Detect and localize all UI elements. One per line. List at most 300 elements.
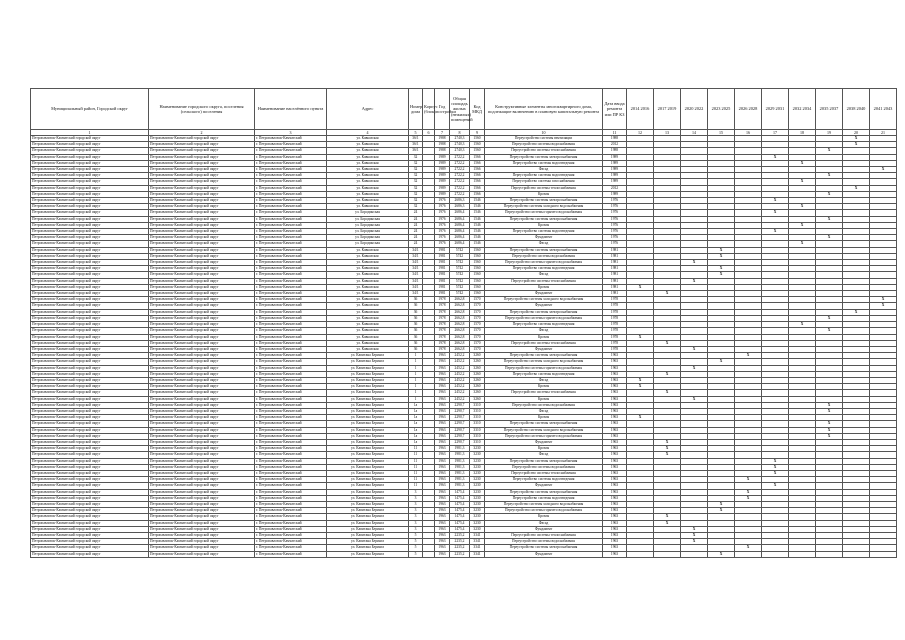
area-cell: 5742 xyxy=(450,266,470,272)
code-cell: 1546 xyxy=(470,198,485,204)
settlement-cell: Петропавловск-Камчатский городской округ xyxy=(149,427,255,433)
code-cell: 3230 xyxy=(470,464,485,470)
settlement-cell: Петропавловск-Камчатский городской округ xyxy=(149,514,255,520)
code-cell: 1566 xyxy=(470,185,485,191)
house-cell: 32 xyxy=(409,191,423,197)
code-cell: 1546 xyxy=(470,241,485,247)
district-cell: Петропавловск-Камчатский городской округ xyxy=(31,278,149,284)
year-cell: 1963 xyxy=(435,470,450,476)
street-cell: ул. Кавказская xyxy=(327,173,409,179)
year-cell: 1988 xyxy=(435,142,450,148)
year-cell: 1981 xyxy=(435,260,450,266)
district-cell: Петропавловск-Камчатский городской округ xyxy=(31,328,149,334)
street-cell: ул. Кавказская xyxy=(327,204,409,210)
code-cell: 1560 xyxy=(470,253,485,259)
city-cell: г. Петропавловск-Камчатский xyxy=(255,533,327,539)
element-cell: Переустройство системы электроснабжения xyxy=(485,421,603,427)
year-cell: 1963 xyxy=(435,421,450,427)
period-cell: X xyxy=(681,278,708,284)
street-cell: ул. Капитана Беринга xyxy=(327,458,409,464)
code-cell: 3260 xyxy=(470,384,485,390)
year-cell: 1978 xyxy=(435,297,450,303)
date-cell: 1963 xyxy=(603,489,627,495)
area-cell: 2452,2 xyxy=(450,390,470,396)
settlement-cell: Петропавловск-Камчатский городской округ xyxy=(149,390,255,396)
code-cell: 3260 xyxy=(470,371,485,377)
code-cell: 3310 xyxy=(470,439,485,445)
settlement-cell: Петропавловск-Камчатский городской округ xyxy=(149,328,255,334)
street-cell: ул. Капитана Беринга xyxy=(327,452,409,458)
area-cell: 2686,4 xyxy=(450,241,470,247)
element-cell: Фасад xyxy=(485,167,603,173)
house-cell: 24 xyxy=(409,222,423,228)
period-cell: X xyxy=(870,303,897,309)
period-cell: X xyxy=(708,508,735,514)
year-cell: 1963 xyxy=(435,514,450,520)
city-cell: г. Петропавловск-Камчатский xyxy=(255,446,327,452)
area-cell: 2235,2 xyxy=(450,551,470,557)
element-cell: Переустройство системы водоотведения xyxy=(485,229,603,235)
street-cell: ул. Капитана Беринга xyxy=(327,495,409,501)
city-cell: г. Петропавловск-Камчатский xyxy=(255,266,327,272)
city-cell: г. Петропавловск-Камчатский xyxy=(255,154,327,160)
element-cell: Фундамент xyxy=(485,526,603,532)
house-cell: 34/1 xyxy=(409,291,423,297)
area-cell: 2235,2 xyxy=(450,533,470,539)
street-cell: ул. Кавказская xyxy=(327,334,409,340)
element-cell: Переустройство системы электроснабжения xyxy=(485,309,603,315)
area-cell: 1981,3 xyxy=(450,477,470,483)
street-cell: ул. Капитана Беринга xyxy=(327,390,409,396)
area-cell: 2686,3 xyxy=(450,204,470,210)
street-cell: ул. Капитана Беринга xyxy=(327,508,409,514)
date-cell: 1981 xyxy=(603,284,627,290)
date-cell: 1963 xyxy=(603,402,627,408)
period-cell xyxy=(816,551,843,557)
settlement-cell: Петропавловск-Камчатский городской округ xyxy=(149,322,255,328)
house-cell: 1а xyxy=(409,408,423,414)
district-cell: Петропавловск-Камчатский городской округ xyxy=(31,501,149,507)
year-cell: 1963 xyxy=(435,415,450,421)
element-cell: Кровля xyxy=(485,284,603,290)
city-cell: г. Петропавловск-Камчатский xyxy=(255,291,327,297)
settlement-cell: Петропавловск-Камчатский городской округ xyxy=(149,260,255,266)
street-cell: ул. Кавказская xyxy=(327,142,409,148)
house-cell: 32 xyxy=(409,154,423,160)
date-cell: 1978 xyxy=(603,297,627,303)
street-cell: ул. Капитана Беринга xyxy=(327,545,409,551)
street-cell: ул. Капитана Беринга xyxy=(327,384,409,390)
date-cell: 2012 xyxy=(603,185,627,191)
column-header: Конструктивные элементы многоквартирного дома, подлежащие включению в плановую капитальную ремонта xyxy=(485,89,603,130)
element-cell: Фасад xyxy=(485,328,603,334)
area-cell: 2686,4 xyxy=(450,229,470,235)
year-cell: 1963 xyxy=(435,377,450,383)
period-cell: X xyxy=(816,173,843,179)
date-cell: 1988 xyxy=(603,148,627,154)
period-cell: X xyxy=(708,359,735,365)
column-number: 17 xyxy=(762,130,789,136)
city-cell: г. Петропавловск-Камчатский xyxy=(255,514,327,520)
element-cell: Переустройство системы теплоснабжения xyxy=(485,533,603,539)
settlement-cell: Петропавловск-Камчатский городской округ xyxy=(149,452,255,458)
district-cell: Петропавловск-Камчатский городской округ xyxy=(31,396,149,402)
date-cell: 1963 xyxy=(603,539,627,545)
street-cell: ул. Капитана Беринга xyxy=(327,433,409,439)
period-cell: X xyxy=(816,191,843,197)
settlement-cell: Петропавловск-Камчатский городской округ xyxy=(149,384,255,390)
district-cell: Петропавловск-Камчатский городской округ xyxy=(31,160,149,166)
house-cell: 1а xyxy=(409,427,423,433)
date-cell: 1963 xyxy=(603,508,627,514)
element-cell: Переустройство системы горячего водоснабжения xyxy=(485,315,603,321)
city-cell: г. Петропавловск-Камчатский xyxy=(255,167,327,173)
city-cell: г. Петропавловск-Камчатский xyxy=(255,247,327,253)
element-cell: Переустройство системы водоснабжения xyxy=(485,402,603,408)
street-cell: ул. Кавказская xyxy=(327,322,409,328)
date-cell: 1978 xyxy=(603,328,627,334)
period-cell: X xyxy=(735,545,762,551)
city-cell: г. Петропавловск-Камчатский xyxy=(255,458,327,464)
date-cell: 1981 xyxy=(603,266,627,272)
period-cell xyxy=(789,551,816,557)
date-cell: 1963 xyxy=(603,526,627,532)
house-cell: 36 xyxy=(409,340,423,346)
element-cell: Переустройство системы водоснабжения xyxy=(485,253,603,259)
column-number: 9 xyxy=(470,130,485,136)
settlement-cell: Петропавловск-Камчатский городской округ xyxy=(149,340,255,346)
period-cell: X xyxy=(708,247,735,253)
column-number: 13 xyxy=(654,130,681,136)
house-cell: 32 xyxy=(409,185,423,191)
street-cell: ул. Бородинская xyxy=(327,241,409,247)
year-cell: 1963 xyxy=(435,526,450,532)
column-header: Дата ввода ремонта или ПР КЗ xyxy=(603,89,627,130)
period-cell: X xyxy=(681,526,708,532)
city-cell: г. Петропавловск-Камчатский xyxy=(255,222,327,228)
district-cell: Петропавловск-Камчатский городской округ xyxy=(31,421,149,427)
date-cell: 1963 xyxy=(603,514,627,520)
street-cell: ул. Кавказская xyxy=(327,253,409,259)
city-cell: г. Петропавловск-Камчатский xyxy=(255,421,327,427)
date-cell: 1981 xyxy=(603,247,627,253)
district-cell: Петропавловск-Камчатский городской округ xyxy=(31,365,149,371)
district-cell: Петропавловск-Камчатский городской округ xyxy=(31,446,149,452)
district-cell: Петропавловск-Камчатский городской округ xyxy=(31,340,149,346)
settlement-cell: Петропавловск-Камчатский городской округ xyxy=(149,216,255,222)
period-cell: X xyxy=(708,551,735,557)
city-cell: г. Петропавловск-Камчатский xyxy=(255,315,327,321)
area-cell: 2452,2 xyxy=(450,371,470,377)
date-cell: 1963 xyxy=(603,353,627,359)
settlement-cell: Петропавловск-Камчатский городской округ xyxy=(149,433,255,439)
house-cell: 32 xyxy=(409,198,423,204)
date-cell: 1976 xyxy=(603,229,627,235)
date-cell: 1981 xyxy=(603,260,627,266)
city-cell: г. Петропавловск-Камчатский xyxy=(255,328,327,334)
street-cell: ул. Капитана Беринга xyxy=(327,408,409,414)
period-cell: X xyxy=(789,241,816,247)
year-cell: 1989 xyxy=(435,179,450,185)
city-cell: г. Петропавловск-Камчатский xyxy=(255,495,327,501)
element-cell: Переустройство системы холодного водоснабжения xyxy=(485,501,603,507)
element-cell: Переустройство системы водоотведения xyxy=(485,160,603,166)
date-cell: 1963 xyxy=(603,433,627,439)
area-cell: 2235,2 xyxy=(450,539,470,545)
date-cell: 1976 xyxy=(603,198,627,204)
code-cell: 1560 xyxy=(470,142,485,148)
code-cell: 1570 xyxy=(470,303,485,309)
district-cell: Петропавловск-Камчатский городской округ xyxy=(31,303,149,309)
date-cell: 1963 xyxy=(603,533,627,539)
date-cell: 1963 xyxy=(603,458,627,464)
year-cell: 1981 xyxy=(435,272,450,278)
column-number: 7 xyxy=(435,130,450,136)
settlement-cell: Петропавловск-Камчатский городской округ xyxy=(149,160,255,166)
code-cell: 3230 xyxy=(470,452,485,458)
element-cell: Переустройство системы электроснабжения xyxy=(485,247,603,253)
settlement-cell: Петропавловск-Камчатский городской округ xyxy=(149,464,255,470)
column-number: 21 xyxy=(870,130,897,136)
city-cell: г. Петропавловск-Камчатский xyxy=(255,489,327,495)
element-cell: Кровля xyxy=(485,222,603,228)
city-cell: г. Петропавловск-Камчатский xyxy=(255,148,327,154)
area-cell: 2662,8 xyxy=(450,340,470,346)
settlement-cell: Петропавловск-Камчатский городской округ xyxy=(149,415,255,421)
period-cell: X xyxy=(762,464,789,470)
code-cell: 3341 xyxy=(470,539,485,545)
area-cell: 2662,8 xyxy=(450,309,470,315)
settlement-cell: Петропавловск-Камчатский городской округ xyxy=(149,508,255,514)
area-cell: 2722,2 xyxy=(450,185,470,191)
year-cell: 1976 xyxy=(435,222,450,228)
settlement-cell: Петропавловск-Камчатский городской округ xyxy=(149,495,255,501)
code-cell: 3230 xyxy=(470,520,485,526)
city-cell: г. Петропавловск-Камчатский xyxy=(255,470,327,476)
city-cell: г. Петропавловск-Камчатский xyxy=(255,260,327,266)
year-cell: 1963 xyxy=(435,489,450,495)
year-cell: 1963 xyxy=(435,458,450,464)
period-cell: X xyxy=(762,458,789,464)
code-cell: 1560 xyxy=(470,278,485,284)
element-cell: Переустройство системы холодного водоснабжения xyxy=(485,359,603,365)
street-cell: ул. Кавказская xyxy=(327,185,409,191)
area-cell: 2662,8 xyxy=(450,303,470,309)
year-cell: 1963 xyxy=(435,402,450,408)
settlement-cell: Петропавловск-Камчатский городской округ xyxy=(149,204,255,210)
period-cell: X xyxy=(762,483,789,489)
city-cell: г. Петропавловск-Камчатский xyxy=(255,439,327,445)
city-cell: г. Петропавловск-Камчатский xyxy=(255,136,327,142)
code-cell: 3341 xyxy=(470,551,485,557)
year-cell: 1963 xyxy=(435,508,450,514)
district-cell: Петропавловск-Камчатский городской округ xyxy=(31,148,149,154)
settlement-cell: Петропавловск-Камчатский городской округ xyxy=(149,309,255,315)
element-cell: Фасад xyxy=(485,272,603,278)
area-cell: 2290,7 xyxy=(450,427,470,433)
settlement-cell: Петропавловск-Камчатский городской округ xyxy=(149,439,255,445)
settlement-cell: Петропавловск-Камчатский городской округ xyxy=(149,173,255,179)
district-cell: Петропавловск-Камчатский городской округ xyxy=(31,291,149,297)
house-cell: 11 xyxy=(409,446,423,452)
element-cell: Переустройство системы электроснабжения xyxy=(485,545,603,551)
district-cell: Петропавловск-Камчатский городской округ xyxy=(31,489,149,495)
year-cell: 1989 xyxy=(435,185,450,191)
code-cell: 1570 xyxy=(470,315,485,321)
year-cell: 1976 xyxy=(435,198,450,204)
period-cell: X xyxy=(789,322,816,328)
element-cell: Кровля xyxy=(485,334,603,340)
year-cell: 1978 xyxy=(435,340,450,346)
column-header: 2017 2019 xyxy=(654,89,681,130)
code-cell: 3230 xyxy=(470,526,485,532)
district-cell: Петропавловск-Камчатский городской округ xyxy=(31,253,149,259)
settlement-cell: Петропавловск-Камчатский городской округ xyxy=(149,545,255,551)
period-cell: X xyxy=(681,539,708,545)
year-cell: 1989 xyxy=(435,191,450,197)
city-cell: г. Петропавловск-Камчатский xyxy=(255,464,327,470)
city-cell: г. Петропавловск-Камчатский xyxy=(255,377,327,383)
district-cell: Петропавловск-Камчатский городской округ xyxy=(31,247,149,253)
house-cell: 24 xyxy=(409,235,423,241)
year-cell: 1981 xyxy=(435,247,450,253)
year-cell: 1989 xyxy=(435,167,450,173)
table-header xyxy=(31,89,897,136)
district-cell: Петропавловск-Камчатский городской округ xyxy=(31,514,149,520)
element-cell: Переустройство системы горячего водоснабжения xyxy=(485,210,603,216)
date-cell: 1963 xyxy=(603,520,627,526)
area-cell: 2662,8 xyxy=(450,334,470,340)
house-cell: 34/1 xyxy=(409,260,423,266)
district-cell: Петропавловск-Камчатский городской округ xyxy=(31,408,149,414)
district-cell: Петропавловск-Камчатский городской округ xyxy=(31,284,149,290)
area-cell: 1475,4 xyxy=(450,514,470,520)
year-cell: 1963 xyxy=(435,551,450,557)
element-cell: Переустройство системы электроснабжения xyxy=(485,353,603,359)
code-cell: 3230 xyxy=(470,489,485,495)
column-header: 2035 2037 xyxy=(816,89,843,130)
area-cell: 2740,3 xyxy=(450,142,470,148)
area-cell: 2452,2 xyxy=(450,353,470,359)
period-cell: X xyxy=(627,377,654,383)
house-cell: 34/1 xyxy=(409,278,423,284)
date-cell: 1978 xyxy=(603,346,627,352)
column-number: 10 xyxy=(485,130,603,136)
district-cell: Петропавловск-Камчатский городской округ xyxy=(31,402,149,408)
house-cell: 32 xyxy=(409,204,423,210)
period-cell: X xyxy=(654,514,681,520)
code-cell: 3230 xyxy=(470,483,485,489)
code-cell: 3260 xyxy=(470,353,485,359)
house-cell: 5 xyxy=(409,545,423,551)
street-cell: ул. Капитана Беринга xyxy=(327,489,409,495)
house-cell: 3 xyxy=(409,495,423,501)
code-cell: 1560 xyxy=(470,247,485,253)
city-cell: г. Петропавловск-Камчатский xyxy=(255,526,327,532)
street-cell: ул. Капитана Беринга xyxy=(327,520,409,526)
city-cell: г. Петропавловск-Камчатский xyxy=(255,520,327,526)
column-number: 19 xyxy=(816,130,843,136)
street-cell: ул. Капитана Беринга xyxy=(327,483,409,489)
city-cell: г. Петропавловск-Камчатский xyxy=(255,415,327,421)
city-cell: г. Петропавловск-Камчатский xyxy=(255,204,327,210)
period-cell: X xyxy=(708,501,735,507)
area-cell: 5742 xyxy=(450,260,470,266)
date-cell: 1963 xyxy=(603,483,627,489)
year-cell: 1963 xyxy=(435,384,450,390)
house-cell: 36 xyxy=(409,334,423,340)
period-cell: X xyxy=(789,204,816,210)
house-cell: 34/1 xyxy=(409,247,423,253)
element-cell: Фундамент xyxy=(485,291,603,297)
element-cell: Фундамент xyxy=(485,439,603,445)
area-cell: 2722,2 xyxy=(450,167,470,173)
period-cell xyxy=(627,551,654,557)
city-cell: г. Петропавловск-Камчатский xyxy=(255,179,327,185)
register-sheet xyxy=(30,88,896,558)
code-cell: 1570 xyxy=(470,297,485,303)
district-cell: Петропавловск-Камчатский городской округ xyxy=(31,495,149,501)
element-cell: Переустройство системы электроснабжения xyxy=(485,154,603,160)
house-cell: 1 xyxy=(409,371,423,377)
settlement-cell: Петропавловск-Камчатский городской округ xyxy=(149,185,255,191)
settlement-cell: Петропавловск-Камчатский городской округ xyxy=(149,284,255,290)
element-cell: Фундамент xyxy=(485,346,603,352)
code-cell: 1546 xyxy=(470,210,485,216)
period-cell: X xyxy=(627,284,654,290)
area-cell: 2686,4 xyxy=(450,216,470,222)
code-cell: 3310 xyxy=(470,427,485,433)
district-cell: Петропавловск-Камчатский городской округ xyxy=(31,533,149,539)
district-cell: Петропавловск-Камчатский городской округ xyxy=(31,198,149,204)
area-cell: 2722,2 xyxy=(450,154,470,160)
code-cell: 3230 xyxy=(470,495,485,501)
year-cell: 1963 xyxy=(435,353,450,359)
column-number: 15 xyxy=(708,130,735,136)
house-cell: 1а xyxy=(409,415,423,421)
column-header: Наименование городского округа, поселения (сельского) поселения xyxy=(149,89,255,130)
city-cell: г. Петропавловск-Камчатский xyxy=(255,545,327,551)
date-cell: 1989 xyxy=(603,191,627,197)
code-cell: 3230 xyxy=(470,477,485,483)
settlement-cell: Петропавловск-Камчатский городской округ xyxy=(149,421,255,427)
period-cell: X xyxy=(681,533,708,539)
settlement-cell: Петропавловск-Камчатский городской округ xyxy=(149,365,255,371)
period-cell: X xyxy=(816,148,843,154)
settlement-cell: Петропавловск-Камчатский городской округ xyxy=(149,142,255,148)
area-cell: 1981,3 xyxy=(450,458,470,464)
code-cell: 1566 xyxy=(470,173,485,179)
house-cell: 1 xyxy=(409,384,423,390)
date-cell: 1963 xyxy=(603,446,627,452)
district-cell: Петропавловск-Камчатский городской округ xyxy=(31,539,149,545)
house-cell: 32 xyxy=(409,179,423,185)
city-cell: г. Петропавловск-Камчатский xyxy=(255,501,327,507)
date-cell: 1978 xyxy=(603,309,627,315)
city-cell: г. Петропавловск-Камчатский xyxy=(255,160,327,166)
settlement-cell: Петропавловск-Камчатский городской округ xyxy=(149,402,255,408)
date-cell: 1976 xyxy=(603,216,627,222)
code-cell: 3341 xyxy=(470,533,485,539)
house-cell: 36 xyxy=(409,328,423,334)
code-cell: 3310 xyxy=(470,421,485,427)
area-cell: 2452,2 xyxy=(450,365,470,371)
area-cell: 2290,7 xyxy=(450,433,470,439)
element-cell: Переустройство системы водоотведения xyxy=(485,266,603,272)
area-cell: 5742 xyxy=(450,247,470,253)
element-cell: Переустройство системы газоснабжения xyxy=(485,179,603,185)
district-cell: Петропавловск-Камчатский городской округ xyxy=(31,241,149,247)
